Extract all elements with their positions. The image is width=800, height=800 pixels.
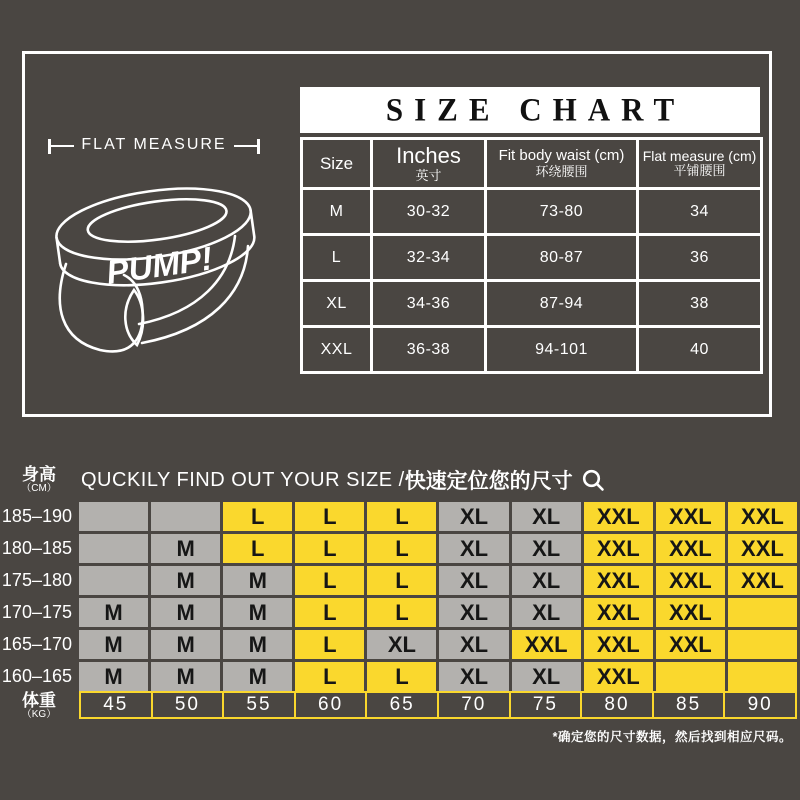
size-cell: M [79, 662, 148, 691]
weight-axis-label: 体重 （KG） [21, 691, 57, 720]
size-cell: M [151, 630, 220, 659]
size-chart-title: SIZE CHART [385, 91, 686, 128]
size-cell [728, 598, 797, 627]
size-cell: XXL [728, 534, 797, 563]
size-cell [728, 662, 797, 691]
size-name-cell: L [302, 235, 372, 281]
flat-measure-cell: 36 [638, 235, 762, 281]
size-cell: L [367, 534, 436, 563]
size-cell: XXL [656, 598, 725, 627]
footnote: *确定您的尺寸数据，然后找到相应尺码。 [552, 730, 792, 744]
size-name-cell: XXL [302, 327, 372, 373]
size-table-row-xxl [302, 327, 762, 373]
size-cell: XL [439, 566, 508, 595]
weight-cell: 60 [296, 693, 366, 717]
size-cell: XL [439, 630, 508, 659]
size-cell: XL [512, 566, 581, 595]
size-cell: L [223, 534, 292, 563]
size-cell: L [295, 566, 364, 595]
size-table-header-row [302, 139, 762, 189]
inches-cell: 32-34 [372, 235, 486, 281]
size-name-cell: M [302, 189, 372, 235]
measure-line-left [51, 145, 74, 147]
size-table-row-xl [302, 281, 762, 327]
inches-cell: 34-36 [372, 281, 486, 327]
size-cell: XXL [656, 630, 725, 659]
size-cell: XXL [584, 566, 653, 595]
height-range-label: 175–180 [1, 570, 72, 590]
size-cell: M [151, 598, 220, 627]
size-cell: M [79, 630, 148, 659]
size-cell: XXL [656, 502, 725, 531]
size-chart-table [300, 137, 763, 374]
weight-cell: 55 [224, 693, 294, 717]
size-cell: XXL [728, 566, 797, 595]
size-cell: XL [512, 502, 581, 531]
weight-cell: 80 [582, 693, 652, 717]
height-axis-label: 身高 （CM） [21, 465, 57, 494]
size-cell [79, 534, 148, 563]
finder-heading: QUCKILY FIND OUT YOUR SIZE / 快速定位您的尺寸 [81, 463, 605, 497]
weight-cell: 70 [439, 693, 509, 717]
flat-measure-label: FLAT MEASURE [81, 136, 227, 153]
col-header-fit-body-waist: Fit body waist (cm) 环绕腰围 [486, 139, 638, 189]
size-cell: L [367, 598, 436, 627]
size-cell: M [79, 598, 148, 627]
height-range-label: 180–185 [1, 538, 72, 558]
size-cell: M [151, 534, 220, 563]
size-cell: XL [439, 598, 508, 627]
size-cell: XXL [584, 534, 653, 563]
fit-waist-cell: 87-94 [486, 281, 638, 327]
size-cell: M [223, 598, 292, 627]
weight-cell: 45 [81, 693, 151, 717]
size-cell: L [295, 598, 364, 627]
flat-measure-cell: 40 [638, 327, 762, 373]
size-cell: XXL [584, 662, 653, 691]
measure-line-right [234, 145, 257, 147]
flat-measure-callout [48, 138, 260, 154]
size-cell: M [151, 662, 220, 691]
weight-cell: 50 [153, 693, 223, 717]
size-cell: L [367, 502, 436, 531]
weight-scale-row [79, 691, 797, 719]
weight-cell: 85 [654, 693, 724, 717]
weight-cell: 75 [511, 693, 581, 717]
fit-waist-cell: 73-80 [486, 189, 638, 235]
size-cell [728, 630, 797, 659]
size-cell: M [223, 630, 292, 659]
flat-measure-cell: 34 [638, 189, 762, 235]
jockstrap-line-drawing [42, 172, 268, 354]
size-finder-grid [79, 502, 797, 691]
size-chart-title-box [300, 87, 760, 133]
size-cell: XL [439, 534, 508, 563]
weight-cell: 90 [725, 693, 795, 717]
size-table-row-m [302, 189, 762, 235]
size-cell: L [223, 502, 292, 531]
size-name-cell: XL [302, 281, 372, 327]
size-cell: L [295, 502, 364, 531]
weight-cell: 65 [367, 693, 437, 717]
size-cell: XL [512, 534, 581, 563]
brand-logo: PUMP! [104, 239, 215, 291]
size-cell: XL [439, 662, 508, 691]
size-cell: XXL [512, 630, 581, 659]
size-cell [656, 662, 725, 691]
size-cell: XXL [584, 598, 653, 627]
size-cell: XXL [656, 534, 725, 563]
size-cell [151, 502, 220, 531]
size-cell [79, 566, 148, 595]
fit-waist-cell: 94-101 [486, 327, 638, 373]
magnifier-icon [581, 468, 605, 492]
measure-tick-right [257, 139, 260, 154]
size-cell: L [295, 630, 364, 659]
size-cell: XXL [656, 566, 725, 595]
size-cell: L [367, 566, 436, 595]
size-cell: XL [439, 502, 508, 531]
size-cell: XL [512, 662, 581, 691]
height-range-labels [0, 502, 72, 691]
size-cell: L [295, 534, 364, 563]
height-range-label: 160–165 [1, 666, 72, 686]
size-cell: M [223, 662, 292, 691]
col-header-flat-measure: Flat measure (cm) 平铺腰围 [638, 139, 762, 189]
inches-cell: 36-38 [372, 327, 486, 373]
size-cell: XL [367, 630, 436, 659]
col-header-size: Size [302, 139, 372, 189]
size-cell: XL [512, 598, 581, 627]
size-cell: XXL [584, 630, 653, 659]
height-range-label: 185–190 [1, 506, 72, 526]
size-cell: L [295, 662, 364, 691]
size-table-row-l [302, 235, 762, 281]
height-range-label: 170–175 [1, 602, 72, 622]
flat-measure-cell: 38 [638, 281, 762, 327]
col-header-inches: Inches 英寸 [372, 139, 486, 189]
size-cell: M [223, 566, 292, 595]
size-cell [79, 502, 148, 531]
size-cell: M [151, 566, 220, 595]
size-cell: L [367, 662, 436, 691]
size-cell: XXL [584, 502, 653, 531]
fit-waist-cell: 80-87 [486, 235, 638, 281]
inches-cell: 30-32 [372, 189, 486, 235]
height-range-label: 165–170 [1, 634, 72, 654]
size-cell: XXL [728, 502, 797, 531]
